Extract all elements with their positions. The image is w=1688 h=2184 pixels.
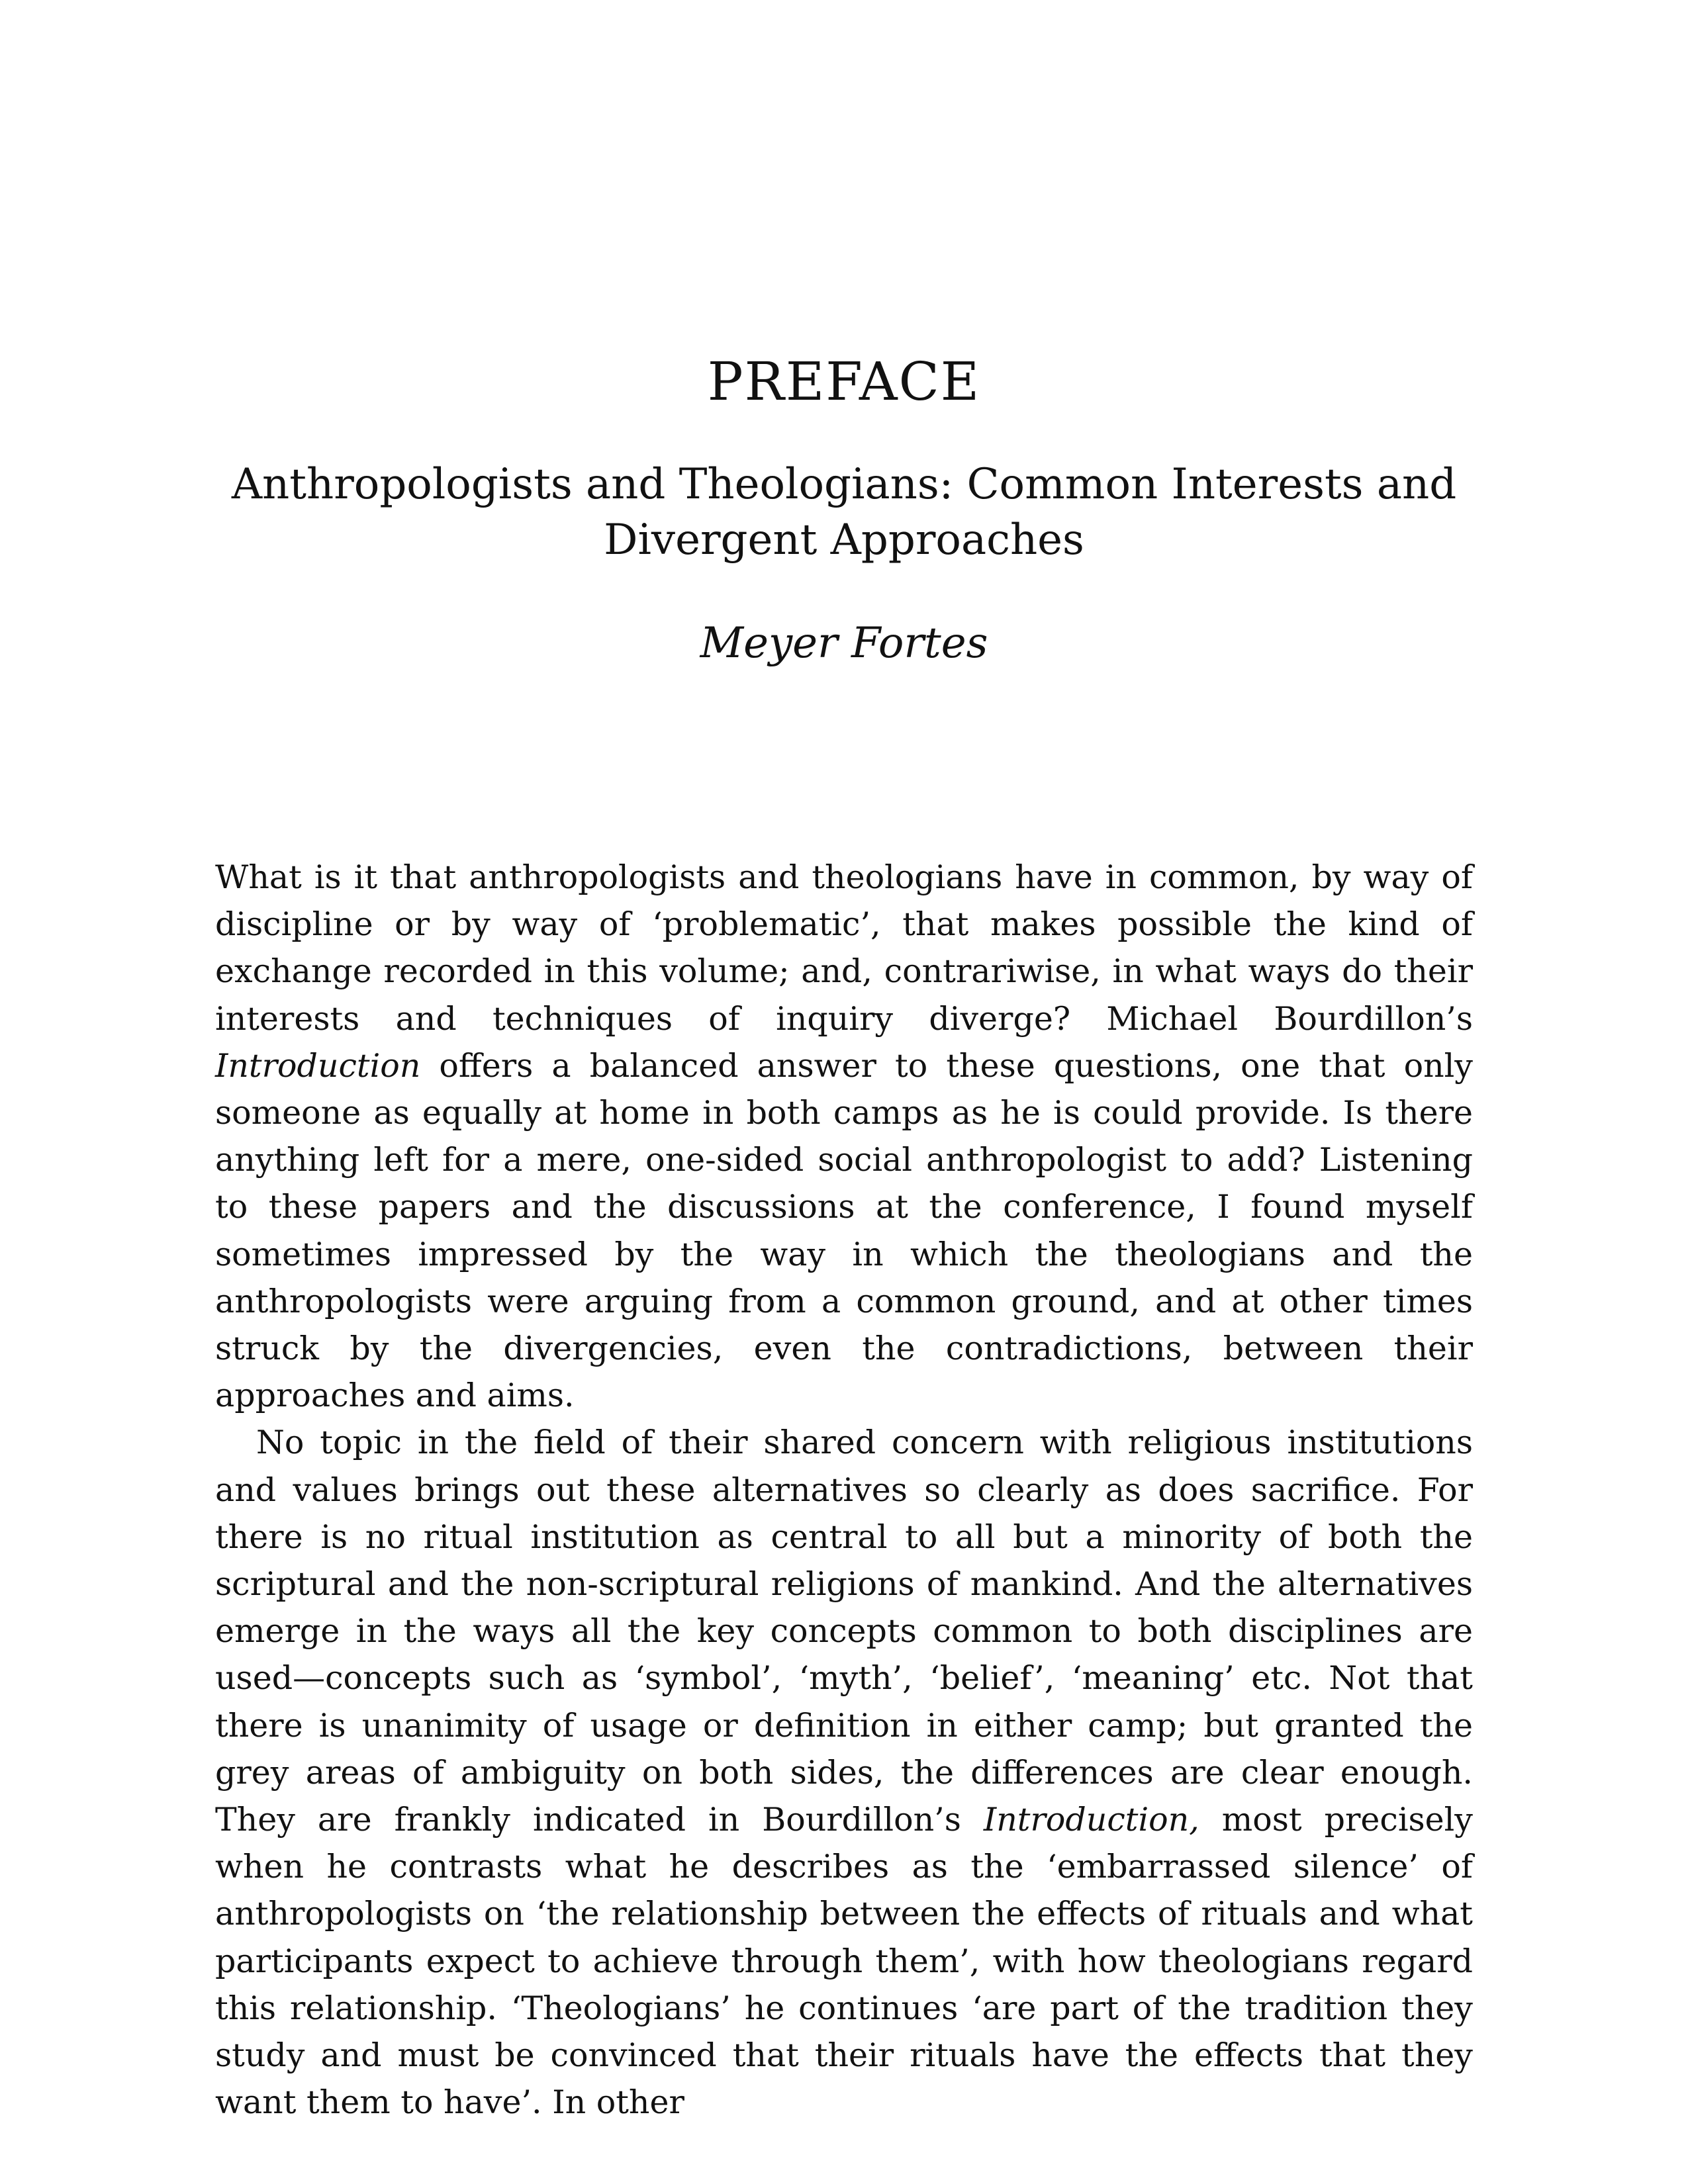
paragraph-2-italic: Introduction, <box>983 1801 1199 1839</box>
body-text <box>215 854 1473 2126</box>
paragraph-1-part-b: offers a balanced answer to these questions, one that only someone as equally at home in both camps as he is could provide. Is there anything left for a mere, one-sided social anthropologist to add? Listening to these papers and the discussions at the conference, I found myself sometimes impressed by the way in which the theologians and the anthropologists were arguing from a common ground, and at other times struck by the divergencies, even the contradictions, between their approaches and aims. <box>215 1046 1473 1415</box>
paragraph-1-part-a: What is it that anthropologists and theologians have in common, by way of discipline or by way of ‘problematic’, that makes possible the kind of exchange recorded in this volume; and, contrariwise, in what ways do their interests and techniques of inquiry diverge? Michael Bourdillon’s <box>215 858 1473 1038</box>
paragraph-2-part-a: No topic in the field of their shared concern with religious institutions and values brings out these alternatives so clearly as does sacrifice. For there is no ritual institution as central to all but a minority of both the scriptural and the non-scriptural religions of mankind. And the alternatives emerge in the ways all the key concepts common to both disciplines are used—concepts such as ‘symbol’, ‘myth’, ‘belief’, ‘meaning’ etc. Not that there is unanimity of usage or definition in either camp; but granted the grey areas of ambiguity on both sides, the differences are clear enough. They are frankly indicated in Bourdillon’s <box>215 1424 1473 1839</box>
paragraph-2 <box>215 1419 1473 2126</box>
paragraph-1-italic: Introduction <box>215 1046 421 1085</box>
chapter-subtitle <box>0 457 1688 568</box>
paragraph-1 <box>215 854 1473 1419</box>
subtitle-line-2: Divergent Approaches <box>604 516 1084 565</box>
chapter-title: PREFACE <box>707 351 981 412</box>
paragraph-2-part-b: most precisely when he contrasts what he describes as the ‘embarrassed silence’ of anthropologists on ‘the relationship between the effects of rituals and what participants expect to achieve through them’, with how theologians regard this relationship. ‘Theologians’ he continues ‘are part of the tradition they study and must be convinced that their rituals have the effects that they want them to have’. In other <box>215 1801 1473 2122</box>
subtitle-line-1: Anthropologists and Theologians: Common Interests and <box>231 460 1457 509</box>
author-name: Meyer Fortes <box>700 619 988 668</box>
